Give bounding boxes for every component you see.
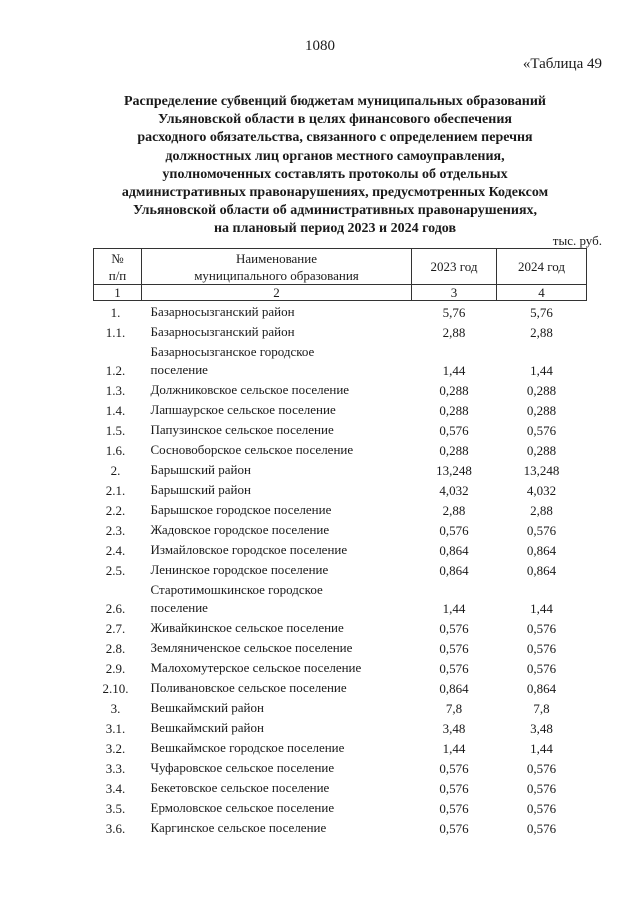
title-line: Ульяновской области в целях финансового обеспечения [158, 112, 512, 128]
table-row [94, 677, 587, 697]
row-number: 2.10. [102, 680, 129, 696]
row-number: 1.2. [105, 362, 126, 378]
row-number: 2.4. [105, 542, 126, 558]
value-2023: 1,44 [442, 362, 466, 378]
row-number: 3.1. [105, 720, 126, 736]
value-2024: 0,864 [526, 562, 557, 578]
title-line: должностных лиц органов местного самоуправления, [165, 148, 505, 164]
municipality-name: Сосновоборское сельское поселение [150, 441, 354, 457]
header-name: Наименование муниципального образования [142, 249, 412, 285]
value-2024: 0,576 [526, 820, 557, 836]
row-number: 3.4. [105, 780, 126, 796]
value-2024: 2,88 [530, 502, 553, 518]
row-number: 1.1. [105, 324, 126, 340]
municipality-name: Вешкаймский район [150, 719, 264, 735]
value-2024: 0,576 [526, 422, 557, 438]
value-2023: 0,288 [439, 402, 469, 418]
municipality-name: Земляниченское сельское поселение [150, 639, 353, 655]
value-2023: 4,032 [439, 482, 469, 498]
value-2024: 0,576 [526, 800, 557, 816]
municipality-name: Вешкаймский район [150, 699, 264, 715]
value-2023: 0,864 [439, 542, 469, 558]
table-row [94, 321, 587, 341]
value-2024: 4,032 [526, 482, 557, 498]
page-number: 1080 [305, 38, 335, 54]
municipality-name: Живайкинское сельское поселение [150, 619, 344, 635]
header-number: № п/п [94, 249, 142, 285]
row-number: 2.3. [105, 522, 126, 538]
value-2023: 1,44 [442, 740, 466, 756]
row-number: 3. [110, 700, 121, 716]
row-number: 2.5. [105, 562, 126, 578]
table-row [94, 817, 587, 837]
header-year-2024: 2024 год [497, 249, 587, 285]
row-number: 3.3. [105, 760, 126, 776]
value-2023: 13,248 [436, 462, 472, 478]
table-row [94, 379, 587, 399]
value-2023: 0,576 [439, 820, 469, 836]
subvention-table [93, 248, 587, 837]
value-2024: 7,8 [533, 700, 550, 716]
table-row [94, 737, 587, 757]
municipality-name: Базарносызганский район [150, 323, 295, 339]
table-header-row [94, 249, 587, 285]
title-line: административных правонарушениях, предусмотренных Кодексом [121, 185, 549, 201]
value-2024: 13,248 [523, 462, 560, 478]
column-index-row [94, 285, 587, 301]
table-row [94, 539, 587, 559]
value-2023: 5,76 [442, 304, 466, 320]
document-title [80, 93, 590, 239]
row-number: 1.4. [105, 402, 126, 418]
table-row [94, 341, 587, 379]
value-2024: 0,288 [526, 382, 557, 398]
title-line: Ульяновской области об административных правонарушениях, [132, 203, 538, 219]
value-2024: 2,88 [530, 324, 553, 340]
value-2024: 0,576 [526, 780, 557, 796]
row-number: 2.2. [105, 502, 126, 518]
table-row [94, 637, 587, 657]
municipality-name: Папузинское сельское поселение [150, 421, 334, 437]
table-row [94, 559, 587, 579]
municipality-name: Малохомутерское сельское поселение [150, 659, 362, 675]
value-2024: 0,576 [526, 620, 557, 636]
row-number: 1.3. [105, 382, 126, 398]
value-2023: 2,88 [442, 502, 466, 518]
row-number: 2.7. [105, 620, 126, 636]
row-number: 1.5. [105, 422, 126, 438]
table-row [94, 579, 587, 617]
table-row [94, 301, 587, 321]
municipality-name: Лапшаурское сельское поселение [150, 401, 336, 417]
table-row [94, 519, 587, 539]
table-row [94, 797, 587, 817]
value-2024: 0,576 [526, 640, 557, 656]
table-reference: «Таблица 49 [522, 56, 602, 72]
row-number: 3.2. [105, 740, 126, 756]
value-2023: 0,576 [439, 660, 469, 676]
value-2023: 0,864 [439, 562, 469, 578]
value-2024: 0,864 [526, 680, 557, 696]
row-number: 2.9. [105, 660, 126, 676]
value-2023: 7,8 [445, 700, 463, 716]
value-2024: 5,76 [530, 304, 553, 320]
value-2024: 0,864 [526, 542, 557, 558]
table-row [94, 499, 587, 519]
value-2023: 0,576 [439, 780, 469, 796]
value-2023: 1,44 [442, 600, 466, 616]
title-line: Распределение субвенций бюджетам муниципальных образований [124, 94, 546, 109]
value-2024: 1,44 [530, 362, 553, 378]
value-2023: 0,864 [439, 680, 469, 696]
municipality-name: Ермоловское сельское поселение [150, 799, 335, 815]
municipality-name: Измайловское городское поселение [150, 541, 348, 557]
column-index: 4 [497, 285, 587, 301]
row-number: 1.6. [105, 442, 126, 458]
table-row [94, 399, 587, 419]
row-number: 2.1. [105, 482, 126, 498]
title-line: уполномоченных составлять протоколы об отдельных [162, 166, 508, 182]
municipality-name: Бекетовское сельское поселение [150, 779, 330, 795]
value-2023: 3,48 [442, 720, 466, 736]
column-index: 3 [412, 285, 497, 301]
municipality-name: Каргинское сельское поселение [150, 819, 327, 835]
column-index: 2 [142, 285, 412, 301]
table-row [94, 459, 587, 479]
row-number: 2. [110, 462, 121, 478]
row-number: 3.6. [105, 820, 126, 836]
municipality-name: Чуфаровское сельское поселение [150, 759, 335, 775]
row-number: 1. [110, 304, 121, 320]
value-2023: 2,88 [442, 324, 466, 340]
value-2023: 0,576 [439, 422, 469, 438]
value-2023: 0,576 [439, 800, 469, 816]
value-2023: 0,576 [439, 760, 469, 776]
value-2023: 0,288 [439, 442, 469, 458]
value-2023: 0,576 [439, 522, 469, 538]
column-index: 1 [94, 285, 142, 301]
value-2024: 0,288 [526, 442, 557, 458]
value-2024: 0,576 [526, 660, 557, 676]
table-row [94, 717, 587, 737]
value-2023: 0,576 [439, 640, 469, 656]
table-row [94, 757, 587, 777]
units-label: тыс. руб. [552, 233, 602, 248]
title-line: расходного обязательства, связанного с определением перечня [137, 130, 533, 146]
header-year-2023: 2023 год [412, 249, 497, 285]
value-2024: 3,48 [530, 720, 553, 736]
row-number: 2.6. [105, 600, 126, 616]
municipality-name: Барышский район [150, 461, 251, 477]
municipality-name: Ленинское городское поселение [150, 561, 329, 577]
value-2024: 0,576 [526, 522, 557, 538]
table-row [94, 777, 587, 797]
municipality-name: Барышский район [150, 481, 251, 497]
municipality-name: Барышское городское поселение [150, 501, 332, 517]
municipality-name: Базарносызганское городское поселение [150, 343, 315, 377]
value-2023: 0,288 [439, 382, 469, 398]
value-2024: 1,44 [530, 740, 553, 756]
table-row [94, 419, 587, 439]
row-number: 2.8. [105, 640, 126, 656]
title-line: на плановый период 2023 и 2024 годов [213, 221, 457, 237]
table-row [94, 439, 587, 459]
value-2024: 1,44 [530, 600, 553, 616]
municipality-name: Базарносызганский район [150, 303, 295, 319]
municipality-name: Поливановское сельское поселение [150, 679, 347, 695]
value-2024: 0,576 [526, 760, 557, 776]
value-2024: 0,288 [526, 402, 557, 418]
municipality-name: Старотимошкинское городское поселение [150, 581, 323, 615]
table-row [94, 479, 587, 499]
municipality-name: Вешкаймское городское поселение [150, 739, 345, 755]
value-2023: 0,576 [439, 620, 469, 636]
municipality-name: Должниковское сельское поселение [150, 381, 350, 397]
table-body [94, 301, 587, 837]
table-row [94, 657, 587, 677]
table-row [94, 617, 587, 637]
municipality-name: Жадовское городское поселение [150, 521, 330, 537]
row-number: 3.5. [105, 800, 126, 816]
table-row [94, 697, 587, 717]
